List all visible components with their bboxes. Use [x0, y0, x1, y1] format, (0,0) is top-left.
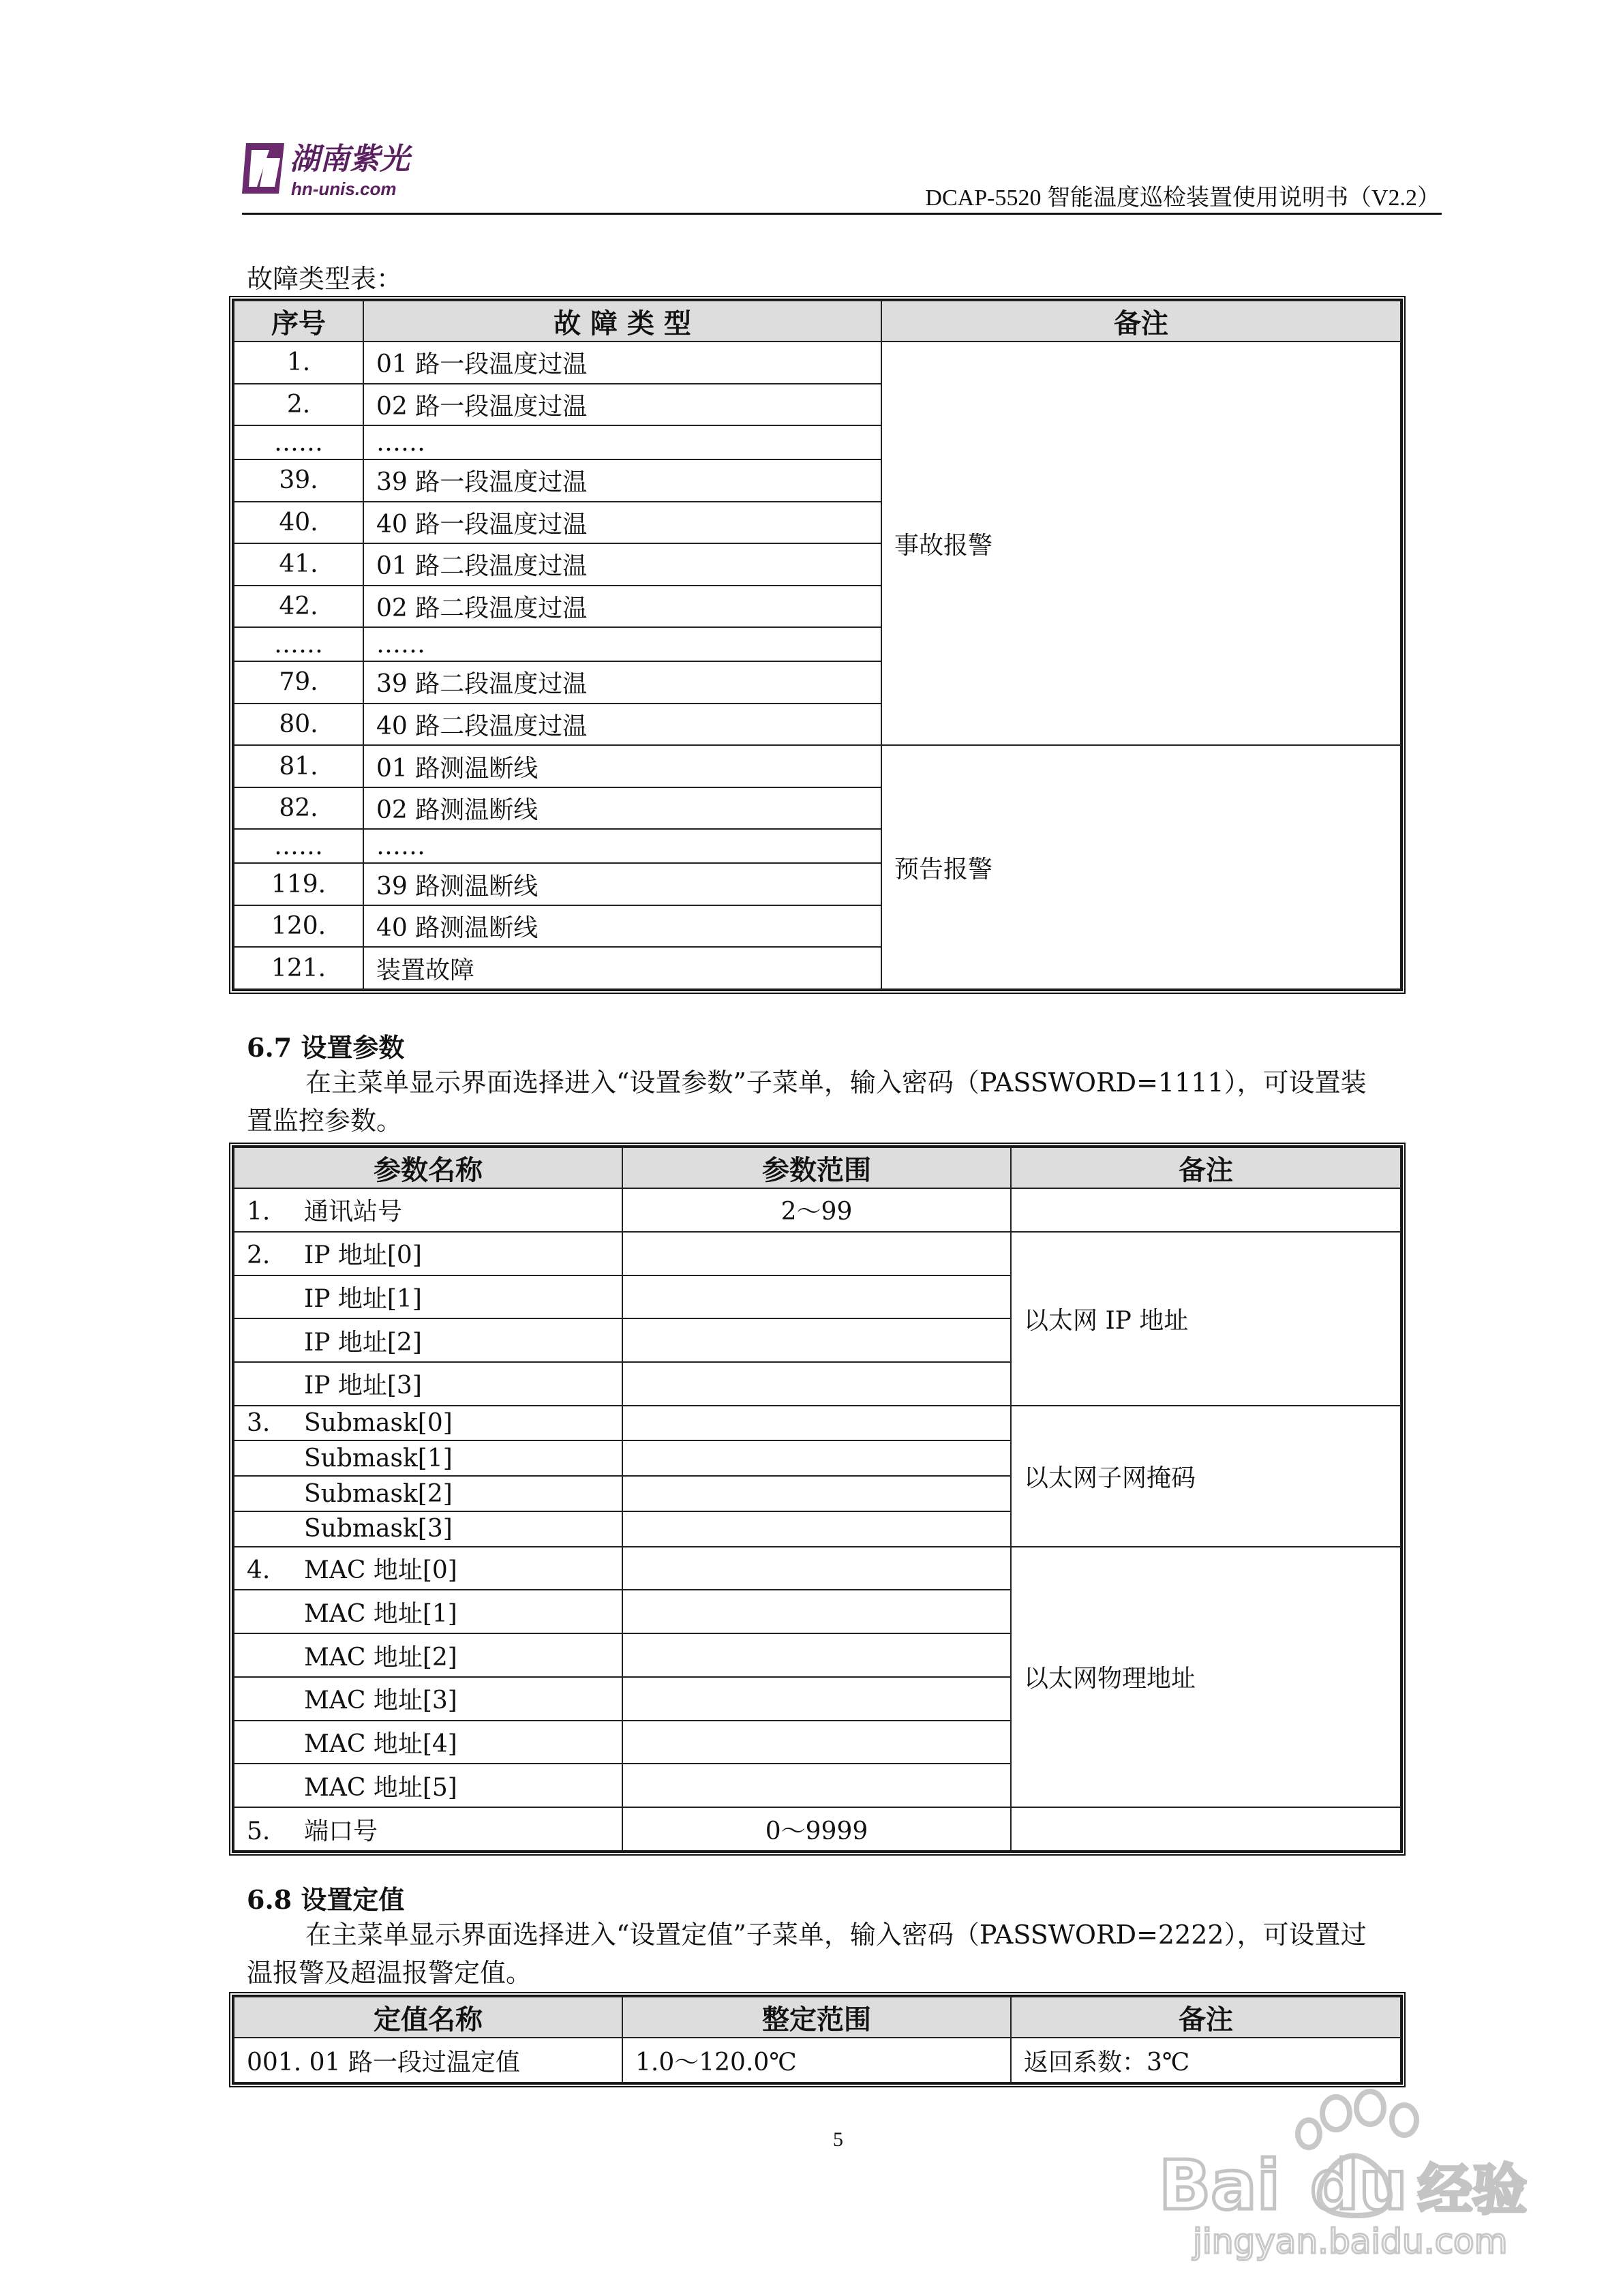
param-name: Submask[1] [304, 1444, 453, 1472]
fault-type: 02 路测温断线 [363, 787, 881, 830]
fault-type: 40 路测温断线 [363, 905, 881, 948]
table-header-row [234, 1997, 1401, 2038]
param-name: 端口号 [304, 1817, 378, 1845]
param-name-cell [234, 1677, 622, 1721]
remark-ip-address: 以太网 IP 地址 [1011, 1232, 1401, 1406]
header-divider [242, 213, 1442, 215]
document-title: DCAP-5520 智能温度巡检装置使用说明书（V2.2） [925, 185, 1440, 211]
param-number: 5. [247, 1817, 271, 1845]
col-header-param-range: 参数范围 [622, 1147, 1011, 1188]
col-header-remark: 备注 [881, 301, 1401, 342]
param-name-cell [234, 1232, 622, 1275]
param-range: 2～99 [622, 1188, 1011, 1232]
watermark-brand-du: du [1310, 2145, 1408, 2225]
param-name-cell [234, 1188, 622, 1232]
remark-empty [1011, 1188, 1401, 1232]
param-name-cell [234, 1476, 622, 1511]
param-range [622, 1440, 1011, 1476]
param-name-cell [234, 1406, 622, 1441]
param-range [622, 1547, 1011, 1590]
fault-type: 装置故障 [363, 947, 881, 989]
param-range [622, 1677, 1011, 1721]
watermark-brand-bai: Bai [1159, 2145, 1280, 2225]
fault-index: 121. [234, 947, 363, 989]
param-range [622, 1721, 1011, 1764]
fault-type-table [229, 296, 1406, 994]
section-6-8-paragraph-line1: 在主菜单显示界面选择进入“设置定值”子菜单，输入密码（PASSWORD=2222），可设置过 [305, 1920, 1367, 1950]
param-name: Submask[3] [304, 1515, 453, 1543]
param-name-cell [234, 1764, 622, 1807]
fault-type: …… [363, 627, 881, 661]
fault-index: …… [234, 829, 363, 863]
remark-accident-alarm: 事故报警 [881, 342, 1401, 745]
fault-index: 120. [234, 905, 363, 948]
col-header-remark: 备注 [1011, 1147, 1401, 1188]
col-header-index: 序号 [234, 301, 363, 342]
fault-type: 40 路二段温度过温 [363, 704, 881, 746]
table-row [234, 1406, 1401, 1441]
section-6-7-paragraph-line1: 在主菜单显示界面选择进入“设置参数”子菜单，输入密码（PASSWORD=1111），可设置装 [305, 1068, 1367, 1098]
fault-index: 81. [234, 745, 363, 787]
fault-index: …… [234, 425, 363, 459]
fault-type: 01 路二段温度过温 [363, 543, 881, 586]
fault-index: 39. [234, 459, 363, 502]
param-range [622, 1275, 1011, 1319]
setpoint-range: 1.0～120.0℃ [622, 2038, 1011, 2083]
section-heading-6-7: 6.7 设置参数 [247, 1032, 405, 1063]
remark-submask: 以太网子网掩码 [1011, 1406, 1401, 1547]
section-heading-6-8: 6.8 设置定值 [247, 1884, 405, 1915]
table-row [234, 1547, 1401, 1590]
param-name-cell [234, 1633, 622, 1677]
table-row [234, 745, 1401, 787]
col-header-setpoint-name: 定值名称 [234, 1997, 622, 2038]
setpoint-table [229, 1992, 1406, 2087]
param-range [622, 1764, 1011, 1807]
table-row [234, 1188, 1401, 1232]
param-name-cell [234, 1590, 622, 1633]
setpoint-name: 001. 01 路一段过温定值 [234, 2038, 622, 2083]
param-name: MAC 地址[4] [304, 1730, 457, 1758]
param-number: 1. [247, 1198, 271, 1226]
fault-index: 41. [234, 543, 363, 586]
param-name-cell [234, 1318, 622, 1362]
fault-index: 40. [234, 502, 363, 544]
remark-mac-address: 以太网物理地址 [1011, 1547, 1401, 1808]
remark-empty [1011, 1807, 1401, 1851]
fault-type: 39 路二段温度过温 [363, 661, 881, 704]
param-range [622, 1362, 1011, 1406]
fault-index: …… [234, 627, 363, 661]
fault-index: 82. [234, 787, 363, 830]
fault-index: 119. [234, 863, 363, 905]
setpoint-remark: 返回系数：3℃ [1011, 2038, 1401, 2083]
col-header-setting-range: 整定范围 [622, 1997, 1011, 2038]
param-name: IP 地址[1] [304, 1284, 422, 1313]
watermark-brand-jingyan: 经验 [1418, 2158, 1527, 2222]
param-name: IP 地址[2] [304, 1328, 422, 1357]
fault-index: 79. [234, 661, 363, 704]
param-range [622, 1232, 1011, 1275]
param-range [622, 1406, 1011, 1441]
fault-type: 40 路一段温度过温 [363, 502, 881, 544]
param-name-cell [234, 1440, 622, 1476]
company-logo [242, 135, 446, 203]
param-name: MAC 地址[5] [304, 1773, 457, 1802]
fault-index: 42. [234, 586, 363, 628]
param-name: Submask[2] [304, 1479, 453, 1508]
param-name: MAC 地址[0] [304, 1556, 457, 1584]
fault-type: 02 路二段温度过温 [363, 586, 881, 628]
parameter-table [229, 1143, 1406, 1856]
table-header-row [234, 301, 1401, 342]
table-row [234, 342, 1401, 384]
param-range [622, 1633, 1011, 1677]
logo-mark-icon [242, 143, 284, 194]
param-name: IP 地址[3] [304, 1372, 422, 1400]
param-range [622, 1590, 1011, 1633]
table-row [234, 1232, 1401, 1275]
fault-type: 02 路一段温度过温 [363, 384, 881, 426]
param-number: 4. [247, 1556, 271, 1584]
fault-type: 39 路一段温度过温 [363, 459, 881, 502]
param-name-cell [234, 1511, 622, 1547]
param-range: 0～9999 [622, 1807, 1011, 1851]
fault-index: 1. [234, 342, 363, 384]
section-6-8-paragraph-line2: 温报警及超温报警定值。 [247, 1958, 532, 1988]
col-header-remark: 备注 [1011, 1997, 1401, 2038]
logo-text: 湖南紫光 [290, 142, 410, 177]
remark-warning-alarm: 预告报警 [881, 745, 1401, 989]
param-name-cell [234, 1721, 622, 1764]
param-name: MAC 地址[2] [304, 1643, 457, 1672]
param-name-cell [234, 1547, 622, 1590]
param-name: MAC 地址[3] [304, 1687, 457, 1715]
param-number: 3. [247, 1409, 271, 1438]
param-name: Submask[0] [304, 1409, 453, 1438]
table-row [234, 1807, 1401, 1851]
param-name-cell [234, 1807, 622, 1851]
baidu-jingyan-watermark [1152, 2086, 1534, 2263]
fault-index: 2. [234, 384, 363, 426]
param-range [622, 1318, 1011, 1362]
fault-type: 01 路一段温度过温 [363, 342, 881, 384]
fault-table-label: 故障类型表： [247, 264, 403, 294]
fault-type: …… [363, 829, 881, 863]
param-name: 通讯站号 [304, 1198, 403, 1226]
section-6-7-paragraph-line2: 置监控参数。 [247, 1106, 403, 1136]
param-name: IP 地址[0] [304, 1241, 422, 1270]
param-number: 2. [247, 1241, 271, 1270]
param-name: MAC 地址[1] [304, 1599, 457, 1628]
param-name-cell [234, 1362, 622, 1406]
table-row [234, 2038, 1401, 2083]
col-header-fault-type: 故 障 类 型 [363, 301, 881, 342]
logo-url: hn-unis.com [291, 179, 397, 199]
fault-type: …… [363, 425, 881, 459]
fault-index: 80. [234, 704, 363, 746]
table-header-row [234, 1147, 1401, 1188]
fault-type: 01 路测温断线 [363, 745, 881, 787]
param-name-cell [234, 1275, 622, 1319]
col-header-param-name: 参数名称 [234, 1147, 622, 1188]
param-range [622, 1511, 1011, 1547]
page-number: 5 [833, 2128, 843, 2151]
param-range [622, 1476, 1011, 1511]
watermark-url: jingyan.baidu.com [1193, 2222, 1508, 2261]
fault-type: 39 路测温断线 [363, 863, 881, 905]
